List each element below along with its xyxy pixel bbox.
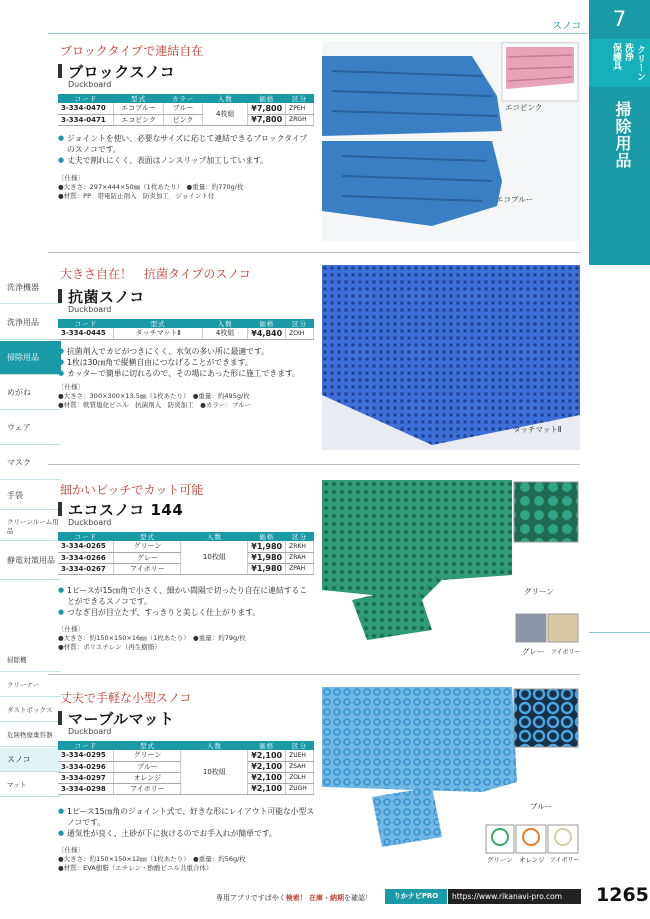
- chapter-main-label: 掃除用品: [613, 101, 632, 169]
- cell-price: ¥2,100: [248, 750, 286, 761]
- caption-eco-blue: エコブルー: [496, 195, 534, 204]
- cell-price: ¥1,980: [248, 552, 286, 563]
- spec-line: ●大きさ：300×300×13.5㎜（1枚あたり） ●重量：約495g/枚: [58, 391, 250, 400]
- section4-title-bar: [58, 711, 62, 725]
- section2-catchphrase: 大きさ自在！ 抗菌タイプのスノコ: [60, 267, 251, 281]
- sidenav-item-wear[interactable]: ウェア: [0, 411, 61, 445]
- th-qty: 入数: [181, 741, 248, 750]
- sidenav-item-cleaner[interactable]: クリーナー: [0, 673, 61, 697]
- th-model: 型式: [114, 319, 203, 328]
- cell-color: ブルー: [163, 103, 202, 114]
- spec-line: ●大きさ：約150×150×16㎜（1枚あたり） ●重量：約79g/枚: [58, 633, 246, 642]
- sidenav-item-mat[interactable]: マット: [0, 773, 61, 797]
- cell-model: グレー: [114, 552, 181, 563]
- list-item: ● つなぎ目が目立たず、すっきりと美しく仕上がります。: [58, 607, 313, 618]
- cell-code: 3-334-0267: [58, 563, 114, 574]
- th-price: 価格: [248, 532, 286, 541]
- section4-title: マーブルマット: [68, 710, 175, 728]
- cell-price: ¥7,800: [248, 103, 286, 114]
- section3-title-bar: [58, 502, 62, 516]
- section1-product-photo: [322, 41, 580, 241]
- section2-product-photo: [322, 265, 580, 450]
- th-qty: 入数: [203, 319, 248, 328]
- cell-code: 3-334-0266: [58, 552, 114, 563]
- sidenav-item-dustbox[interactable]: ダストボックス: [0, 698, 61, 722]
- table-row: [58, 328, 314, 339]
- cell-price: ¥1,980: [248, 563, 286, 574]
- th-price: 価格: [248, 741, 286, 750]
- cell-key: ZRAH: [286, 552, 314, 563]
- cell-qty: 10枚組: [181, 541, 248, 574]
- th-qty: 入数: [203, 94, 248, 103]
- cell-model: タッチマットⅡ: [114, 328, 203, 339]
- cell-qty: 4枚組: [203, 328, 248, 339]
- section2-specs: [58, 383, 251, 409]
- th-color: カラー: [163, 94, 202, 103]
- table-row: [58, 114, 314, 125]
- th-code: コード: [58, 532, 114, 541]
- spec-line: ●材質：ポリエチレン（再生樹脂）: [58, 642, 161, 651]
- footer-url-link[interactable]: https://www.rikanavi-pro.com: [448, 889, 581, 904]
- category-label: スノコ: [552, 21, 582, 32]
- sidenav-item-antistatic[interactable]: 静電対策用品: [0, 542, 61, 580]
- th-code: コード: [58, 741, 114, 750]
- table-row: [58, 541, 314, 552]
- section4-subtitle: Duckboard: [68, 727, 112, 736]
- sidenav-item-cleanroom[interactable]: クリーンルーム用品: [0, 511, 61, 541]
- section-divider: [48, 674, 580, 675]
- chapter-sub-protect: 保護具: [611, 43, 621, 70]
- section2-title: 抗菌スノコ: [68, 288, 145, 306]
- cell-code: 3-334-0298: [58, 783, 114, 794]
- list-item: ● 1枚は30㎝角で縦横自由につなげることができます。: [58, 357, 313, 368]
- section3-bullets: [58, 585, 313, 618]
- section-divider: [48, 464, 580, 465]
- cell-price: ¥4,840: [248, 328, 286, 339]
- cell-key: ZSAH: [286, 761, 314, 772]
- cell-code: 3-334-0295: [58, 750, 114, 761]
- footer-promo-stock: 在庫・納期: [308, 894, 344, 902]
- cell-key: ZOLH: [286, 772, 314, 783]
- th-qty: 入数: [181, 532, 248, 541]
- th-price: 価格: [248, 94, 286, 103]
- th-model: 型式: [114, 741, 181, 750]
- footer-promo-post: を確認！: [343, 894, 372, 902]
- cell-price: ¥2,100: [248, 772, 286, 783]
- section3-product-photo: [322, 480, 580, 663]
- sidenav-divider: [589, 632, 650, 633]
- caption-blue: ブルー: [530, 802, 553, 811]
- th-key: 区分: [286, 94, 314, 103]
- cell-model: エコピンク: [114, 114, 164, 125]
- cell-qty: 10枚組: [181, 750, 248, 794]
- section1-subtitle: Duckboard: [68, 80, 112, 89]
- sidenav-item-duckboard[interactable]: スノコ: [0, 748, 61, 772]
- cell-key: ZUGH: [286, 783, 314, 794]
- cell-key: ZOIH: [286, 328, 314, 339]
- section2-spec-table: [58, 319, 314, 340]
- section2-bullets: [58, 346, 313, 379]
- spec-line: ●大きさ：約150×150×12㎜（1枚あたり） ●重量：約56g/枚: [58, 854, 246, 863]
- caption-green: グリーン: [524, 587, 554, 596]
- cell-price: ¥2,100: [248, 761, 286, 772]
- section1-catchphrase: ブロックタイプで連結自在: [60, 44, 204, 58]
- cell-model: オレンジ: [114, 772, 181, 783]
- chapter-subtitle-block: [589, 39, 650, 87]
- cell-key: ZRKH: [286, 541, 314, 552]
- sidenav-item-cleaning-supplies[interactable]: 掃除用品: [0, 341, 61, 375]
- th-code: コード: [58, 94, 114, 103]
- header-rule: [48, 33, 588, 34]
- sidenav-item-vacuum[interactable]: 掃除機: [0, 648, 61, 672]
- cell-model: グリーン: [114, 750, 181, 761]
- th-key: 区分: [286, 741, 314, 750]
- section4-spec-table: [58, 741, 314, 795]
- list-item: ● 抗菌剤入でカビがつきにくく、水気の多い所に最適です。: [58, 346, 313, 357]
- cell-model: グリーン: [114, 541, 181, 552]
- list-item: ● 1ピースが15㎝角で小さく、細かい間隔で切ったり自在に連結することができるスノコです。: [58, 585, 313, 607]
- caption-ivory: アイボリー: [551, 649, 581, 656]
- spec-line: 〔仕様〕: [58, 625, 84, 633]
- section4-specs: [58, 846, 246, 872]
- chapter-sub-clean: クリーン: [635, 45, 645, 81]
- section2-subtitle: Duckboard: [68, 305, 112, 314]
- cell-qty: 4枚組: [203, 103, 248, 125]
- section3-subtitle: Duckboard: [68, 518, 112, 527]
- cell-key: ZUEH: [286, 750, 314, 761]
- th-model: 型式: [114, 532, 181, 541]
- spec-line: 〔仕様〕: [58, 383, 84, 391]
- section-divider: [48, 252, 580, 253]
- cell-code: 3-334-0471: [58, 114, 114, 125]
- cell-model: ブルー: [114, 761, 181, 772]
- cell-code: 3-334-0265: [58, 541, 114, 552]
- chapter-number: 7: [589, 0, 650, 39]
- chapter-sub-wash: 洗浄: [623, 43, 633, 61]
- table-row: [58, 750, 314, 761]
- section4-catchphrase: 丈夫で手軽な小型スノコ: [60, 691, 192, 705]
- cell-key: ZPAH: [286, 563, 314, 574]
- caption-gray: グレー: [522, 647, 545, 656]
- sidenav-item-hazard-container[interactable]: 危険物廃棄容器: [0, 723, 61, 747]
- chapter-main-block: [589, 87, 650, 265]
- cell-color: ピンク: [163, 114, 202, 125]
- list-item: ● 通気性が良く、土砂が下に抜けるのでお手入れが簡単です。: [58, 828, 316, 839]
- section1-title-bar: [58, 64, 62, 78]
- section4-product-photo: [322, 687, 580, 867]
- section3-spec-table: [58, 532, 314, 575]
- section3-catchphrase: 細かいピッチでカット可能: [60, 483, 204, 497]
- list-item: ● 1ピース15㎝角のジョイント式で、好きな形にレイアウト可能な小型スノコです。: [58, 806, 316, 828]
- list-item: ● 丈夫で割れにくく、表面はノンスリップ加工しています。: [58, 155, 313, 166]
- sidenav-item-washing-supplies[interactable]: 洗浄用品: [0, 305, 61, 340]
- footer-promo-pre: 専用アプリですばやく: [216, 894, 286, 902]
- cell-key: ZRGH: [286, 114, 314, 125]
- cell-price: ¥7,800: [248, 114, 286, 125]
- spec-line: ●材質：EVA樹脂（エチレン・酢酸ビニル共重合体）: [58, 863, 213, 872]
- sidenav-item-glasses[interactable]: めがね: [0, 376, 61, 410]
- list-item: ● カッターで簡単に切れるので、その場にあった形に施工できます。: [58, 368, 313, 379]
- footer-app-logo[interactable]: りかナビPRO: [385, 889, 447, 904]
- footer-promo: [216, 893, 372, 903]
- page-number: 1265: [596, 884, 649, 906]
- spec-line: 〔仕様〕: [58, 174, 84, 182]
- cell-model: エコブルー: [114, 103, 164, 114]
- sidenav-item-gloves[interactable]: 手袋: [0, 481, 61, 510]
- th-model: 型式: [114, 94, 164, 103]
- cell-code: 3-334-0297: [58, 772, 114, 783]
- section3-title: エコスノコ 144: [68, 501, 184, 519]
- spec-line: ●材質：軟質塩化ビニル 抗菌剤入 防炎加工 ●カラー：ブルー: [58, 400, 252, 409]
- cell-model: アイボリー: [114, 783, 181, 794]
- th-key: 区分: [286, 319, 314, 328]
- section3-specs: [58, 625, 246, 651]
- sidenav-item-washing-equipment[interactable]: 洗浄機器: [0, 272, 61, 304]
- sidenav-item-mask[interactable]: マスク: [0, 446, 61, 480]
- cell-code: 3-334-0470: [58, 103, 114, 114]
- spec-line: ●材質：PP 帯電防止剤入 防炎加工 ジョイント付: [58, 191, 215, 200]
- caption-eco-pink: エコピンク: [505, 103, 543, 112]
- caption-orange: オレンジ: [519, 856, 545, 864]
- section1-title: ブロックスノコ: [68, 63, 176, 81]
- section1-bullets: [58, 133, 313, 166]
- section2-title-bar: [58, 289, 62, 303]
- section1-spec-table: [58, 94, 314, 126]
- th-code: コード: [58, 319, 114, 328]
- th-key: 区分: [286, 532, 314, 541]
- cell-price: ¥2,100: [248, 783, 286, 794]
- cell-code: 3-334-0445: [58, 328, 114, 339]
- section1-specs: [58, 174, 243, 200]
- table-row: [58, 103, 314, 114]
- section4-bullets: [58, 806, 316, 839]
- caption-touchmat: タッチマットⅡ: [513, 425, 562, 434]
- spec-line: ●大きさ：297×444×50㎜（1枚あたり） ●重量：約770g/枚: [58, 182, 244, 191]
- cell-code: 3-334-0296: [58, 761, 114, 772]
- footer-promo-search: 検索！: [285, 894, 307, 902]
- caption-ivory: アイボリー: [550, 857, 580, 864]
- cell-key: ZPEH: [286, 103, 314, 114]
- caption-green: グリーン: [487, 856, 513, 864]
- cell-price: ¥1,980: [248, 541, 286, 552]
- spec-line: 〔仕様〕: [58, 846, 84, 854]
- cell-model: アイボリー: [114, 563, 181, 574]
- list-item: ● ジョイントを使い、必要なサイズに応じて連結できるブロックタイプのスノコです。: [58, 133, 313, 155]
- th-price: 価格: [248, 319, 286, 328]
